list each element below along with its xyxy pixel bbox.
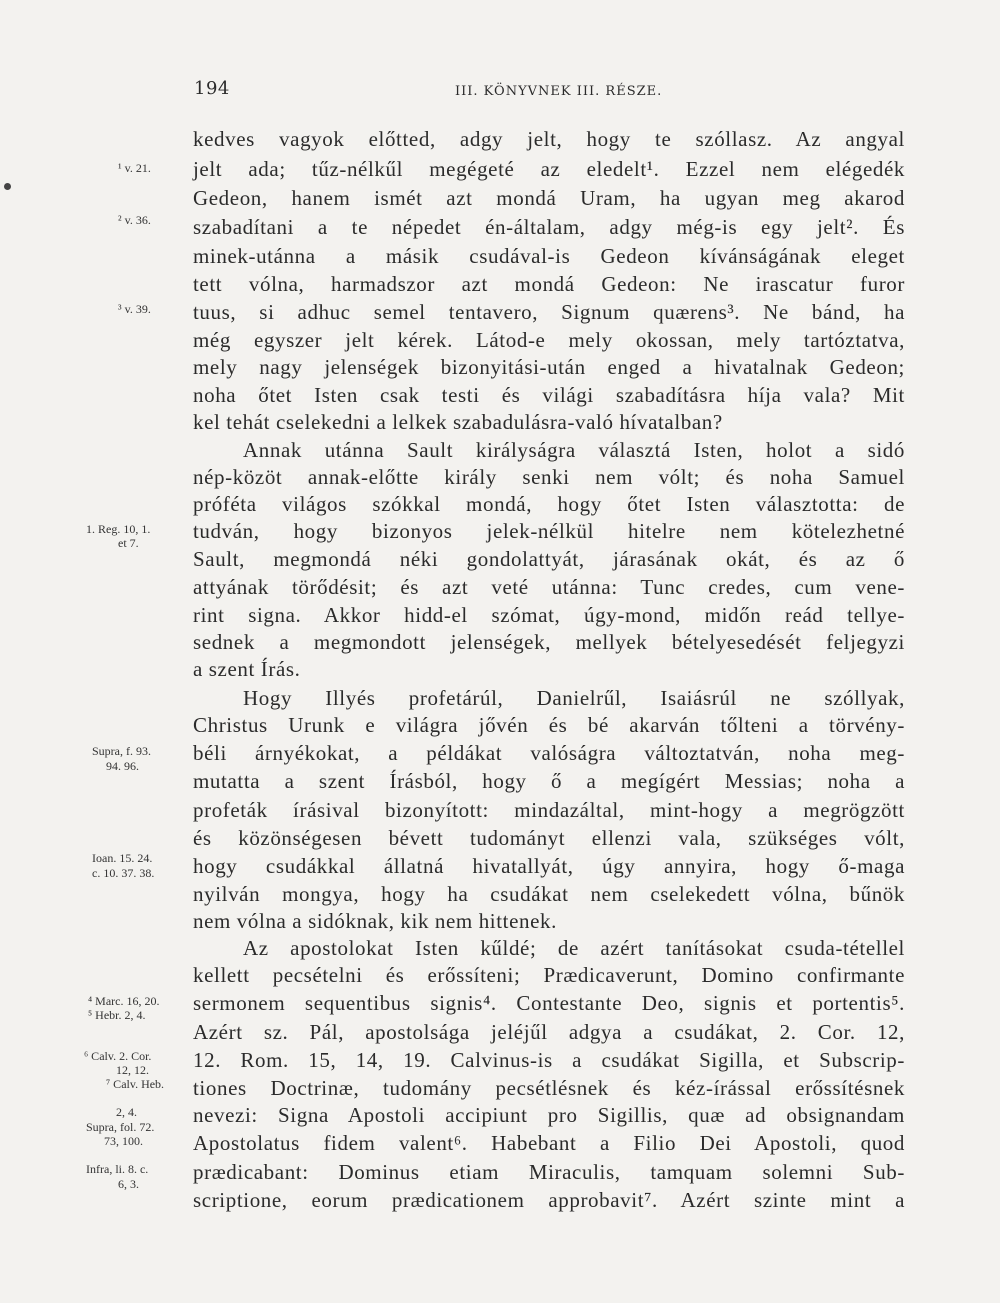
text-line: jelt ada; tűz-nélkűl megégeté az eledelt¹. Ezzel nem elégedék [193, 157, 905, 181]
text-line: tuus, si adhuc semel tentavero, Signum quærens³. Ne bánd, ha [193, 300, 905, 324]
text-line: noha őtet Isten csak testi és világi szabadításra híja vala? Mit [193, 383, 905, 407]
text-line: profeták írásival bizonyított: mindazáltal, mint-hogy a megrögzött [193, 798, 905, 822]
text-line: Sault, megmondá néki gondolattyát, járasának okát, és az ő [193, 547, 905, 571]
text-line: tudván, hogy bizonyos jelek-nélkül hitelre nem kötelezhetné [193, 519, 905, 543]
text-line: Christus Urunk e világra jővén és bé akarván tőlteni a törvény- [193, 713, 905, 737]
text-line: kel tehát cselekedni a lelkek szabadulásra-való hívatalban? [193, 410, 723, 434]
margin-note: ⁶ Calv. 2. Cor. [84, 1049, 152, 1063]
margin-note: 94. 96. [106, 759, 139, 773]
text-line: rint signa. Akkor hidd-el szómat, úgy-mond, midőn reád tellye- [193, 603, 905, 627]
margin-note: 2, 4. [116, 1105, 137, 1119]
margin-note: 6, 3. [118, 1177, 139, 1191]
text-line: minek-utánna a másik csudával-is Gedeon kívánságának eleget [193, 244, 905, 268]
text-line: nyilván mongya, hogy ha csudákat nem cselekedett vólna, bűnök [193, 882, 905, 906]
running-title: III. KÖNYVNEK III. RÉSZE. [455, 84, 663, 99]
text-line: Apostolatus fidem valent⁶. Habebant a Filio Dei Apostoli, quod [193, 1131, 905, 1155]
margin-note: et 7. [118, 536, 139, 550]
text-line: attyának törődésit; és azt veté utánna: Tunc credes, cum vene- [193, 575, 905, 599]
text-line: Azért sz. Pál, apostolsága jeléjűl adgya a csudákat, 2. Cor. 12, [193, 1020, 905, 1044]
text-line: Hogy Illyés profetárúl, Danielrűl, Isaiásrúl ne szóllyak, [243, 686, 905, 710]
text-line: tett vólna, harmadszor azt mondá Gedeon: Ne irascatur furor [193, 272, 905, 296]
margin-note: 12, 12. [116, 1063, 149, 1077]
margin-note: ² v. 36. [118, 213, 151, 227]
margin-note: ³ v. 39. [118, 302, 151, 316]
text-line: hogy csudákkal állatná hivatallyát, úgy annyira, hogy ő-maga [193, 854, 905, 878]
margin-note: ¹ v. 21. [118, 161, 151, 175]
text-line: nem vólna a sidóknak, kik nem hittenek. [193, 909, 557, 933]
text-line: prædicabant: Dominus etiam Miraculis, tamquam solemni Sub- [193, 1160, 905, 1184]
text-line: és közönségesen bévett tudományt ellenzi vala, szükséges vólt, [193, 826, 905, 850]
ink-spot [4, 183, 11, 190]
text-line: sednek a megmondott jelenségek, mellyek bételyesedését feljegyzi [193, 630, 905, 654]
text-line: Az apostolokat Isten kűldé; de azért tanításokat csuda-tétellel [243, 936, 905, 960]
margin-note: Infra, li. 8. c. [86, 1162, 149, 1176]
margin-note: ⁷ Calv. Heb. [106, 1077, 165, 1091]
page-header [0, 78, 1000, 106]
text-line: 12. Rom. 15, 14, 19. Calvinus-is a csudákat Sigilla, et Subscrip- [193, 1048, 905, 1072]
text-line: béli árnyékokat, a példákat valóságra változtatván, noha meg- [193, 741, 905, 765]
margin-note: ⁵ Hebr. 2, 4. [88, 1008, 146, 1022]
text-line: tiones Doctrinæ, tudomány pecsétlésnek és kéz-írással erőssítésnek [193, 1076, 905, 1100]
margin-note: Supra, fol. 72. [86, 1120, 155, 1134]
text-line: mutatta a szent Írásból, hogy ő a megígért Messias; noha a [193, 769, 905, 793]
text-line: nevezi: Signa Apostoli accipiunt pro Sigillis, quæ ad obsignandam [193, 1103, 905, 1127]
margin-note: ⁴ Marc. 16, 20. [88, 994, 160, 1008]
text-line: sermonem sequentibus signis⁴. Contestante Deo, signis et portentis⁵. [193, 991, 905, 1015]
margin-note: 73, 100. [104, 1134, 143, 1148]
margin-note: c. 10. 37. 38. [92, 866, 155, 880]
text-line: kellett pecsételni és erőssíteni; Prædicaverunt, Domino confirmante [193, 963, 905, 987]
text-line: a szent Írás. [193, 657, 301, 681]
text-line: még egyszer jelt kérek. Látod-e mely okossan, mely tartóztatva, [193, 328, 905, 352]
text-line: Gedeon, hanem ismét azt mondá Uram, ha ugyan meg akarod [193, 186, 905, 210]
text-line: mely nagy jelenségek bizonyitási-után enged a hivatalnak Gedeon; [193, 355, 905, 379]
margin-note: Ioan. 15. 24. [92, 851, 153, 865]
text-line: Annak utánna Sault királyságra választá Isten, holot a sidó [243, 438, 905, 462]
text-line: szabadítani a te népedet én-általam, adgy még-is egy jelt². És [193, 215, 905, 239]
margin-note: 1. Reg. 10, 1. [86, 522, 151, 536]
text-line: próféta világos szókkal mondá, hogy őtet Isten választotta: de [193, 492, 905, 516]
text-line: kedves vagyok előtted, adgy jelt, hogy te szóllasz. Az angyal [193, 127, 905, 151]
page-number: 194 [194, 78, 230, 99]
text-line: scriptione, eorum prædicationem approbavit⁷. Azért szinte mint a [193, 1188, 905, 1212]
margin-note: Supra, f. 93. [92, 744, 151, 758]
text-line: nép-közöt annak-előtte király senki nem vólt; és noha Samuel [193, 465, 905, 489]
